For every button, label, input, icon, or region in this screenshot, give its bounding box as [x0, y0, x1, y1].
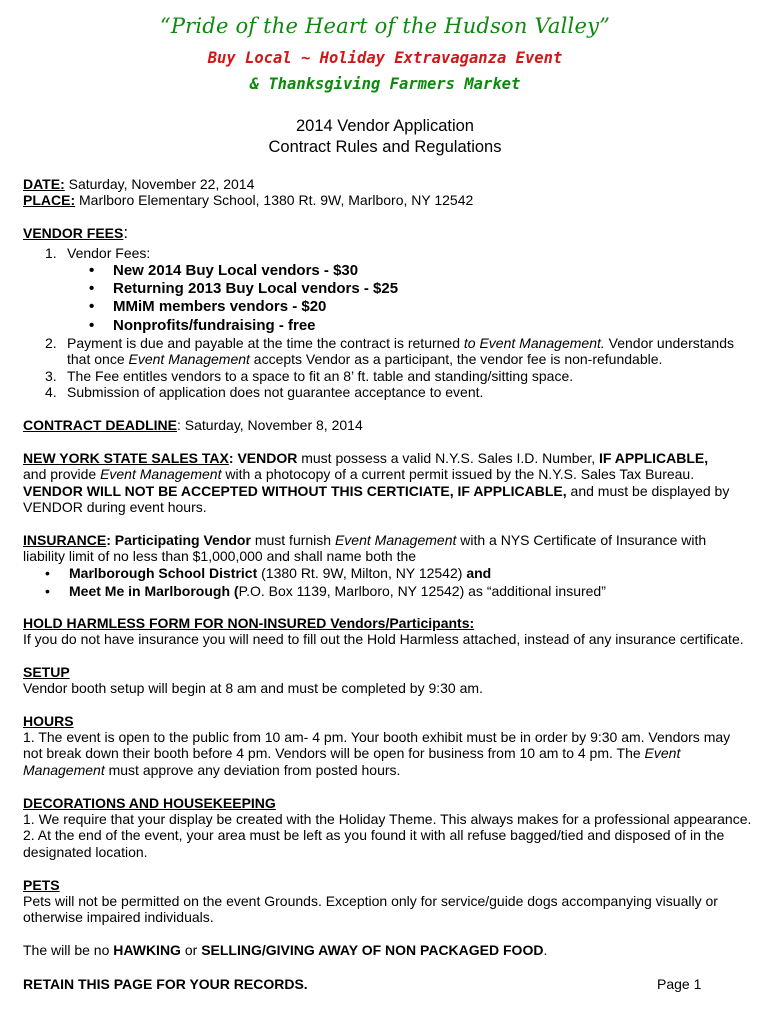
- insurance-line-2: [23, 548, 416, 564]
- insurance-label: INSURANCE: [23, 532, 107, 548]
- fee-item-1-number: 1.: [45, 245, 57, 261]
- insurance-participating: Participating Vendor: [114, 532, 251, 548]
- hawking-text: or: [180, 942, 202, 958]
- hours-emphasis: Event: [644, 745, 681, 761]
- hours-text: not break down their booth before 4 pm. Vendors will be open for business from 10 am to 4 pm. The: [23, 745, 645, 761]
- fee-item-2-number: 2.: [45, 335, 57, 351]
- insurance-and: and: [466, 565, 492, 581]
- hawking-emphasis: HAWKING: [113, 942, 181, 958]
- place-value: Marlboro Elementary School, 1380 Rt. 9W, Marlboro, NY 12542: [79, 192, 474, 208]
- fee-bullet-text: Returning 2013 Buy Local vendors - $25: [113, 280, 399, 297]
- decorations-heading: DECORATIONS AND HOUSEKEEPING: [23, 795, 276, 811]
- pets-heading: PETS: [23, 877, 60, 893]
- sales-tax-text: and provide: [23, 466, 101, 482]
- contract-deadline: [23, 417, 363, 433]
- sales-tax-colon: :: [228, 450, 238, 466]
- hawking-text: .: [543, 942, 548, 958]
- fee-bullet: [89, 263, 358, 279]
- place-line: [23, 192, 473, 208]
- sales-tax-text: VENDOR during event hours.: [23, 499, 207, 515]
- date-value: Saturday, November 22, 2014: [68, 176, 255, 192]
- fee-item-1: [45, 245, 150, 261]
- application-subtitle: Contract Rules and Regulations: [268, 138, 502, 156]
- fee-item-2-cont: [67, 351, 662, 367]
- bullet-icon: •: [45, 583, 50, 599]
- sales-tax-line-4: [23, 499, 207, 515]
- sales-tax-label: NEW YORK STATE SALES TAX: [23, 450, 229, 466]
- fee-item-2-text: accepts Vendor as a participant, the vendor fee is non-refundable.: [249, 351, 663, 367]
- insurance-text: must furnish: [250, 532, 335, 548]
- hours-text-line-2: [23, 745, 680, 761]
- hours-text: must approve any deviation from posted hours.: [104, 762, 401, 778]
- date-line: [23, 176, 254, 192]
- fee-bullet: [89, 281, 398, 297]
- sales-tax-text: and must be displayed by: [566, 483, 730, 499]
- sales-tax-if-applicable: IF APPLICABLE,: [599, 450, 709, 466]
- fee-item-3-text: The Fee entitles vendors to a space to fit an 8’ ft. table and standing/sitting space.: [67, 368, 574, 384]
- fee-item-2-text: that once: [67, 351, 129, 367]
- fee-item-2-text: Payment is due and payable at the time the contract is returned: [67, 335, 464, 351]
- insurance-insured-name: Meet Me in Marlborough (: [69, 583, 239, 599]
- retain-notice: RETAIN THIS PAGE FOR YOUR RECORDS.: [23, 976, 308, 992]
- fee-item-3: [45, 368, 573, 384]
- place-label: PLACE:: [23, 192, 76, 208]
- vendor-fees-heading: [23, 225, 128, 241]
- date-label: DATE:: [23, 176, 65, 192]
- fee-item-4-number: 4.: [45, 384, 57, 400]
- fee-bullet-text: MMiM members vendors - $20: [113, 298, 327, 315]
- hold-harmless-text: If you do not have insurance you will need to fill out the Hold Harmless attached, instead of any insurance certificate.: [23, 631, 744, 647]
- pets-text: otherwise impaired individuals.: [23, 909, 214, 925]
- vendor-fees-colon: :: [123, 223, 129, 242]
- insurance-bullet: [45, 583, 606, 599]
- bullet-icon: •: [89, 317, 95, 334]
- fee-item-2-emphasis: Event Management: [128, 351, 250, 367]
- hours-emphasis: Management: [23, 762, 105, 778]
- hours-heading: HOURS: [23, 713, 74, 729]
- insurance-insured-address: P.O. Box 1139, Marlboro, NY 12542) as “additional insured”: [238, 583, 606, 599]
- insurance-insured-address: (1380 Rt. 9W, Milton, NY 12542): [257, 565, 467, 581]
- page-number: Page 1: [657, 976, 702, 992]
- hawking-text: The will be no: [23, 942, 114, 958]
- fee-item-4: [45, 384, 483, 400]
- event-subname: & Thanksgiving Farmers Market: [249, 75, 521, 93]
- deadline-label: CONTRACT DEADLINE: [23, 417, 177, 433]
- hawking-notice: [23, 942, 547, 958]
- hold-harmless-heading: HOLD HARMLESS FORM FOR NON-INSURED Vendors/Participants:: [23, 615, 475, 631]
- fee-item-2-text: Vendor understands: [604, 335, 734, 351]
- bullet-icon: •: [89, 298, 95, 315]
- insurance-bullet: [45, 565, 491, 581]
- sales-tax-line-2: [23, 466, 694, 482]
- vendor-fees-label: VENDOR FEES: [23, 225, 124, 241]
- fee-item-2-emphasis: to Event Management.: [463, 335, 605, 351]
- decorations-text: 1. We require that your display be created with the Holiday Theme. This always makes for a professional appearance.: [23, 811, 752, 827]
- sales-tax-line-3: [23, 483, 729, 499]
- fee-item-3-number: 3.: [45, 368, 57, 384]
- event-name: Buy Local ~ Holiday Extravaganza Event: [207, 49, 563, 67]
- sales-tax-text: with a photocopy of a current permit issued by the N.Y.S. Sales Tax Bureau.: [221, 466, 695, 482]
- insurance-insured-name: Marlborough School District: [69, 565, 258, 581]
- deadline-value: : Saturday, November 8, 2014: [177, 417, 363, 433]
- sales-tax-text: must possess a valid N.Y.S. Sales I.D. Number,: [297, 450, 599, 466]
- decorations-text: 2. At the end of the event, your area must be left as you found it with all refuse bagged/tied and disposed of in the: [23, 827, 725, 843]
- hours-text-line-3: [23, 762, 400, 778]
- setup-text: Vendor booth setup will begin at 8 am and must be completed by 9:30 am.: [23, 680, 483, 696]
- bullet-icon: •: [89, 280, 95, 297]
- insurance-line-1: [23, 532, 706, 548]
- fee-bullet-text: New 2014 Buy Local vendors - $30: [113, 262, 359, 279]
- insurance-emphasis: Event Management: [334, 532, 457, 548]
- pets-text: Pets will not be permitted on the event Grounds. Exception only for service/guide dogs accompanying visually or: [23, 893, 718, 909]
- hawking-emphasis: SELLING/GIVING AWAY OF NON PACKAGED FOOD: [201, 942, 544, 958]
- fee-bullet-text: Nonprofits/fundraising - free: [113, 317, 316, 334]
- decorations-text: designated location.: [23, 844, 148, 860]
- fee-item-4-text: Submission of application does not guarantee acceptance to event.: [67, 384, 484, 400]
- fee-item-2: [45, 335, 734, 351]
- insurance-text: liability limit of no less than $1,000,000 and shall name both the: [23, 548, 417, 564]
- bullet-icon: •: [89, 262, 95, 279]
- fee-item-1-text: Vendor Fees:: [67, 245, 151, 261]
- setup-heading: SETUP: [23, 664, 70, 680]
- fee-bullet: [89, 299, 326, 315]
- application-title: 2014 Vendor Application: [296, 117, 474, 135]
- insurance-text: with a NYS Certificate of Insurance with: [456, 532, 707, 548]
- sales-tax-line-1: [23, 450, 708, 466]
- sales-tax-warning: VENDOR WILL NOT BE ACCEPTED WITHOUT THIS CERTICIATE, IF APPLICABLE,: [23, 483, 567, 499]
- sales-tax-emphasis: Event Management: [100, 466, 222, 482]
- event-slogan: “Pride of the Heart of the Hudson Valley”: [159, 14, 611, 38]
- insurance-colon: :: [106, 532, 115, 548]
- hours-text: 1. The event is open to the public from 10 am- 4 pm. Your booth exhibit must be in order by 9:30 am. Vendors may: [23, 729, 731, 745]
- sales-tax-vendor: VENDOR: [237, 450, 298, 466]
- bullet-icon: •: [45, 565, 50, 581]
- fee-bullet: [89, 318, 316, 334]
